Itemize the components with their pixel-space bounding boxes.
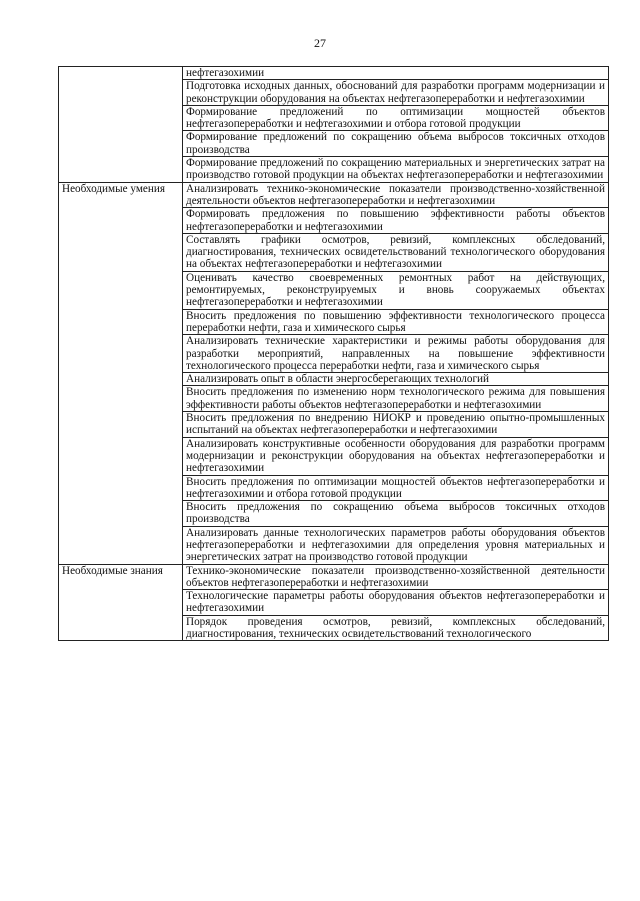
table-cell: Формирование предложений по оптимизации мощностей объектов нефтегазопереработки и нефтегазохимии и отбора готовой продукции (183, 105, 609, 131)
table-cell: Оценивать качество своевременных ремонтных работ на действующих, ремонтируемых, реконструируемых и вновь сооружаемых объектах нефтегазопереработки и нефтегазохимии (183, 271, 609, 309)
table-cell: Формирование предложений по сокращению объема выбросов токсичных отходов производства (183, 131, 609, 157)
table-row (59, 67, 609, 80)
table-cell: Анализировать данные технологических параметров работы оборудования объектов нефтегазопереработки и нефтегазохимии для определения уровня материальных и энергетических затрат на производство готовой продукции (183, 526, 609, 564)
table-cell: Анализировать технические характеристики и режимы работы оборудования для разработки мероприятий, направленных на повышение эффективности технологического процесса переработки нефти, газа и химического сырья (183, 335, 609, 373)
table-cell: Формировать предложения по повышению эффективности работы объектов нефтегазопереработки и нефтегазохимии (183, 208, 609, 234)
row-label-knowledge: Необходимые знания (59, 564, 183, 641)
table-cell: Вносить предложения по повышению эффективности технологического процесса переработки нефти, газа и химического сырья (183, 309, 609, 335)
table-cell: Порядок проведения осмотров, ревизий, комплексных обследований, диагностирования, технических освидетельствований технологического (183, 615, 609, 641)
row-label-skills: Необходимые умения (59, 182, 183, 564)
table-cell: Вносить предложения по оптимизации мощностей объектов нефтегазопереработки и нефтегазохимии и отбора готовой продукции (183, 475, 609, 501)
row-label-continued (59, 67, 183, 183)
table-row (59, 182, 609, 208)
table-cell: Анализировать технико-экономические показатели производственно-хозяйственной деятельности объектов нефтегазопереработки и нефтегазохимии (183, 182, 609, 208)
page-number: 27 (314, 36, 326, 50)
table-cell: Технологические параметры работы оборудования объектов нефтегазопереработки и нефтегазохимии (183, 590, 609, 616)
table-cell: Формирование предложений по сокращению материальных и энергетических затрат на производство готовой продукции на объектах нефтегазопереработки и нефтегазохимии (183, 157, 609, 183)
requirements-table (58, 66, 609, 641)
table-cell: Вносить предложения по внедрению НИОКР и проведению опытно-промышленных испытаний на объектах нефтегазопереработки и нефтегазохимии (183, 412, 609, 438)
table-cell: нефтегазохимии (183, 67, 609, 80)
table-cell: Вносить предложения по сокращению объема выбросов токсичных отходов производства (183, 501, 609, 527)
table-cell: Вносить предложения по изменению норм технологического режима для повышения эффективности работы объектов нефтегазопереработки и нефтегазохимии (183, 386, 609, 412)
table-cell: Подготовка исходных данных, обоснований для разработки программ модернизации и реконструкции оборудования на объектах нефтегазопереработки и нефтегазохимии (183, 80, 609, 106)
table-row (59, 564, 609, 590)
table-cell: Составлять графики осмотров, ревизий, комплексных обследований, диагностирования, технических освидетельствований технологического оборудования на объектах нефтегазопереработки и нефтегазохимии (183, 233, 609, 271)
table-cell: Технико-экономические показатели производственно-хозяйственной деятельности объектов нефтегазопереработки и нефтегазохимии (183, 564, 609, 590)
table-cell: Анализировать конструктивные особенности оборудования для разработки программ модернизации и реконструкции оборудования на объектах нефтегазопереработки и нефтегазохимии (183, 437, 609, 475)
table-cell: Анализировать опыт в области энергосберегающих технологий (183, 373, 609, 386)
